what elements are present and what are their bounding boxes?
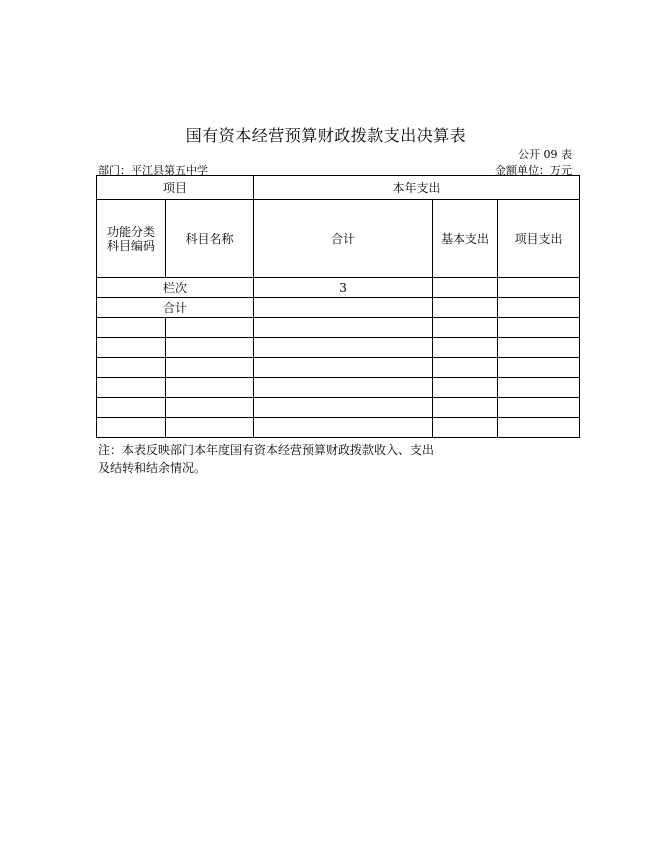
header-row-2 (97, 200, 580, 278)
table-cell (166, 418, 254, 438)
table-cell (254, 298, 433, 318)
table-row (97, 418, 580, 438)
page-title: 国有资本经营预算财政拨款支出决算表 (185, 126, 467, 145)
form-code: 公开 09 表 (518, 148, 572, 161)
table-row (97, 358, 580, 378)
table-cell (254, 378, 433, 398)
column-number-total: 3 (254, 278, 433, 298)
table-cell (97, 378, 166, 398)
table-cell (498, 418, 580, 438)
header-total: 合计 (254, 200, 433, 278)
table-cell (254, 358, 433, 378)
table-cell (254, 318, 433, 338)
table-row (97, 318, 580, 338)
column-number-row (97, 278, 580, 298)
table-cell (254, 398, 433, 418)
table-cell (97, 418, 166, 438)
table-cell (166, 338, 254, 358)
table-cell (254, 418, 433, 438)
header-project: 项目 (97, 176, 254, 200)
header-subject-name: 科目名称 (166, 200, 254, 278)
table-cell (498, 398, 580, 418)
table-cell (254, 338, 433, 358)
header-func-code-line2: 科目编码 (106, 238, 155, 253)
table-cell (97, 398, 166, 418)
table-cell (433, 318, 498, 338)
table-cell (433, 378, 498, 398)
department-label: 部门：平江县第五中学 (98, 164, 208, 177)
header-func-code (97, 200, 166, 278)
expenditure-table (96, 175, 580, 438)
table-cell (498, 318, 580, 338)
table-cell (97, 338, 166, 358)
table-cell (166, 318, 254, 338)
total-label: 合计 (97, 298, 254, 318)
amount-unit-label: 金额单位：万元 (495, 164, 572, 177)
table-cell (433, 338, 498, 358)
footnote-line1: 注：本表反映部门本年度国有资本经营预算财政拨款收入、支出 (98, 443, 435, 457)
footnote-line2: 及结转和结余情况。 (98, 461, 207, 475)
table-cell (433, 398, 498, 418)
table-cell (498, 378, 580, 398)
table-cell (166, 398, 254, 418)
header-project-exp: 项目支出 (498, 200, 580, 278)
table-cell (433, 358, 498, 378)
footnote (98, 441, 438, 477)
table-cell (433, 278, 498, 298)
table-cell (498, 278, 580, 298)
table-cell (498, 358, 580, 378)
table-cell (498, 338, 580, 358)
header-func-code-line1: 功能分类 (106, 224, 155, 239)
table-cell (166, 358, 254, 378)
table-cell (433, 298, 498, 318)
table-cell (97, 318, 166, 338)
column-number-label: 栏次 (97, 278, 254, 298)
table-cell (97, 358, 166, 378)
table-cell (433, 418, 498, 438)
table-row (97, 378, 580, 398)
header-basic: 基本支出 (433, 200, 498, 278)
table-row (97, 338, 580, 358)
table-cell (166, 378, 254, 398)
table-cell (498, 298, 580, 318)
table-row (97, 398, 580, 418)
header-current-year: 本年支出 (254, 176, 580, 200)
total-row (97, 298, 580, 318)
header-row-1 (97, 176, 580, 200)
